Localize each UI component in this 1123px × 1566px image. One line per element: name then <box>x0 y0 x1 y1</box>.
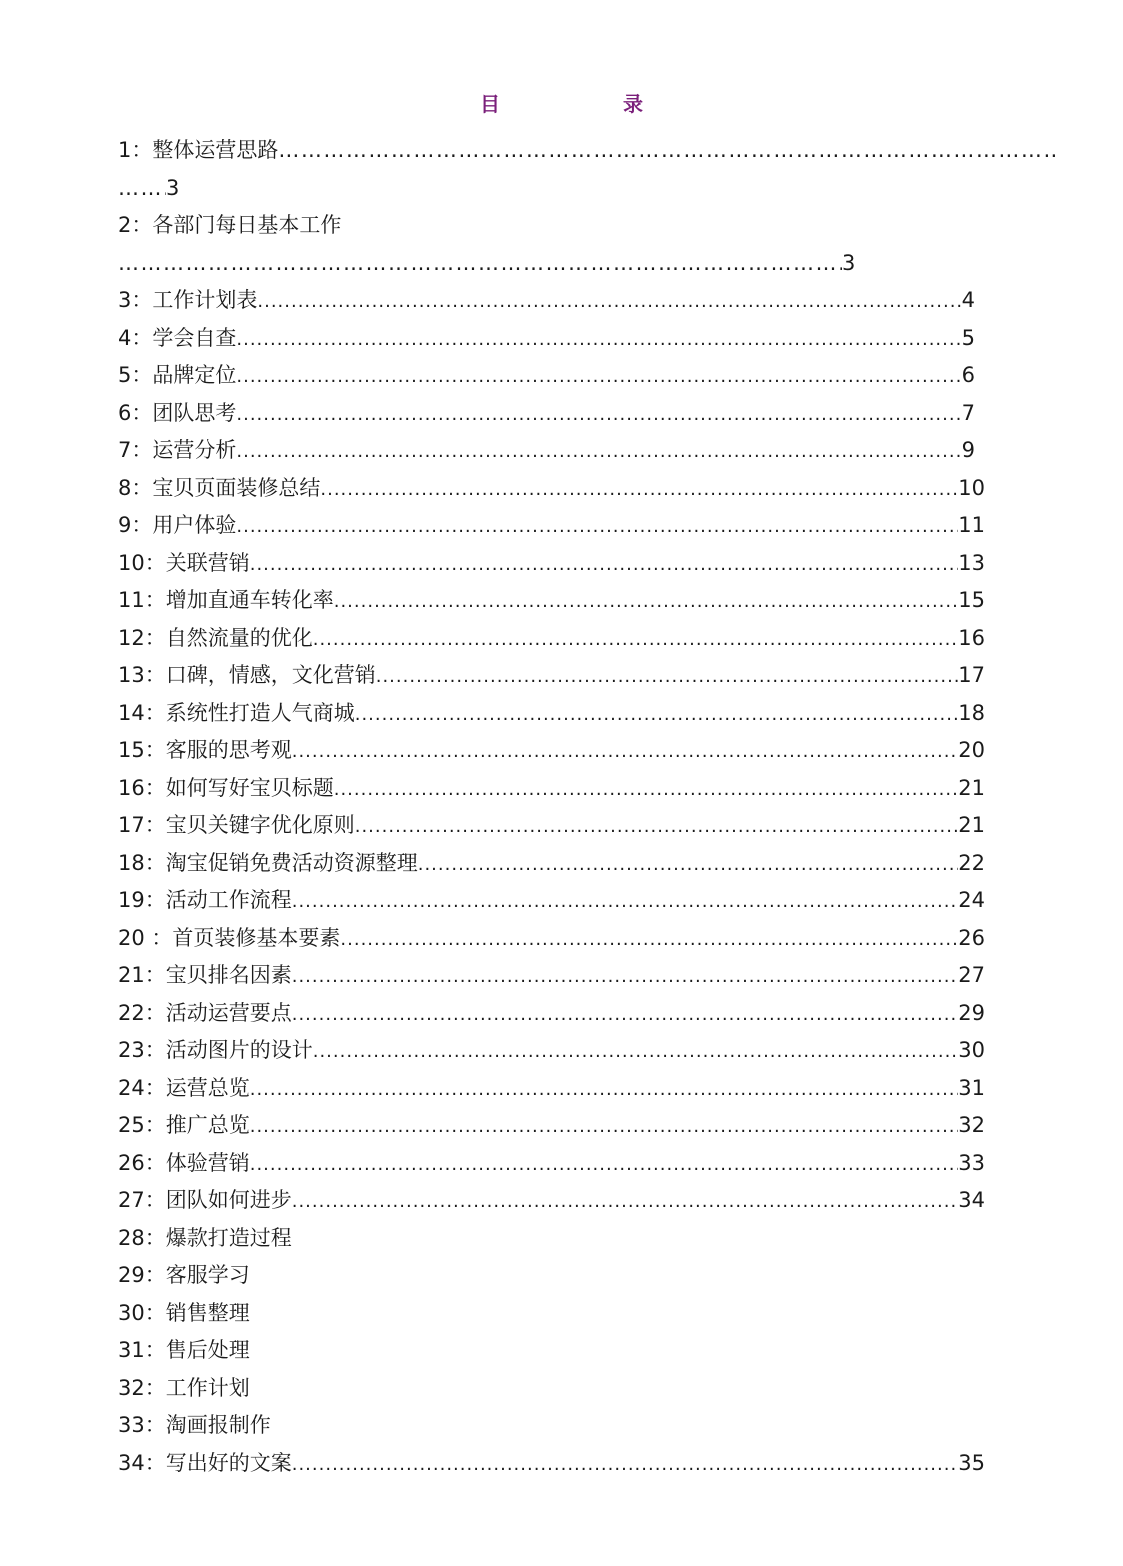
toc-entry-page-number: 7 <box>961 400 975 425</box>
toc-entry[interactable] <box>118 695 985 733</box>
toc-entry[interactable] <box>118 320 975 358</box>
toc-entry-page-number: 27 <box>958 963 985 987</box>
toc-entry-leader <box>292 995 959 1034</box>
toc-entry-page-number: 20 <box>958 738 985 762</box>
toc-entry-leader <box>376 657 959 696</box>
toc-entry-label: 15：客服的思考观 <box>118 738 292 762</box>
toc-entry-leader <box>292 732 959 771</box>
toc-entry-leader <box>292 1445 959 1484</box>
toc-entry[interactable] <box>118 470 985 508</box>
toc-entry[interactable] <box>118 1182 985 1220</box>
toc-entry-page-number: 30 <box>958 1038 985 1062</box>
toc-entry-leader <box>118 170 166 208</box>
toc-entry-leader <box>313 1032 959 1071</box>
toc-entry-leader <box>236 432 961 471</box>
toc-entry[interactable] <box>118 357 975 395</box>
toc-entry-label: 7：运营分析 <box>118 438 237 462</box>
toc-entry-label: 20 ：首页装修基本要素 <box>118 925 341 950</box>
toc-entry-page-number: 3 <box>166 175 180 200</box>
toc-entry-leader <box>250 1070 959 1109</box>
toc-entry-label: 12：自然流量的优化 <box>118 625 313 650</box>
toc-entry[interactable] <box>118 1032 985 1070</box>
toc-entry-leader <box>250 1107 959 1146</box>
toc-entry-label: 3：工作计划表 <box>118 288 258 312</box>
toc-entry-leader <box>418 845 959 884</box>
toc-entry-label: 23：活动图片的设计 <box>118 1038 313 1062</box>
toc-entry-page-number: 31 <box>958 1075 985 1100</box>
toc-entry-label: 25：推广总览 <box>118 1113 250 1137</box>
toc-entry-label: 26：体验营销 <box>118 1150 250 1175</box>
toc-entry-label: 4：学会自查 <box>118 325 237 350</box>
toc-entry[interactable] <box>118 732 985 770</box>
toc-entry-page-number: 21 <box>958 775 985 800</box>
toc-entry-leader <box>355 695 959 734</box>
table-of-contents <box>118 132 1058 1482</box>
toc-entry-leader <box>236 507 958 546</box>
toc-entry-label: 29：客服学习 <box>118 1263 250 1287</box>
toc-entry-page-number: 3 <box>842 250 856 275</box>
toc-entry[interactable] <box>118 995 985 1033</box>
toc-entry[interactable] <box>118 545 985 583</box>
toc-entry-label: 28：爆款打造过程 <box>118 1225 292 1250</box>
toc-entry[interactable] <box>118 620 985 658</box>
toc-entry[interactable] <box>118 657 985 695</box>
toc-entry[interactable] <box>118 1370 1058 1408</box>
toc-entry-label: 2：各部门每日基本工作 <box>118 213 342 237</box>
toc-entry[interactable] <box>118 1332 1058 1370</box>
toc-entry-leader <box>320 470 958 509</box>
toc-entry-leader <box>236 357 961 396</box>
toc-entry-leader <box>313 620 959 659</box>
toc-entry-label: 17：宝贝关键字优化原则 <box>118 813 355 837</box>
toc-entry-page-number: 33 <box>958 1150 985 1175</box>
toc-entry[interactable] <box>118 957 985 995</box>
toc-entry-page-number: 21 <box>958 813 985 837</box>
toc-entry-label: 11：增加直通车转化率 <box>118 588 334 612</box>
toc-entry[interactable] <box>118 1145 985 1183</box>
toc-entry-label: 21：宝贝排名因素 <box>118 963 292 987</box>
toc-entry-page-number: 35 <box>958 1450 985 1475</box>
toc-entry-label: 32：工作计划 <box>118 1375 250 1400</box>
toc-entry[interactable] <box>118 770 985 808</box>
toc-entry[interactable] <box>118 245 1058 283</box>
toc-entry-page-number: 16 <box>958 625 985 650</box>
toc-entry[interactable] <box>118 1445 985 1483</box>
toc-entry-label: 22：活动运营要点 <box>118 1000 292 1025</box>
toc-entry-page-number: 18 <box>958 700 985 725</box>
toc-entry-label: 18：淘宝促销免费活动资源整理 <box>118 850 418 875</box>
toc-title: 目 录 <box>480 92 701 116</box>
toc-entry-leader <box>278 132 1058 170</box>
toc-entry-leader <box>292 957 959 996</box>
toc-entry-page-number: 29 <box>958 1000 985 1025</box>
toc-entry[interactable] <box>118 807 985 845</box>
toc-entry-page-number: 17 <box>958 663 985 687</box>
toc-entry[interactable] <box>118 1295 1058 1333</box>
toc-entry-leader <box>334 582 959 621</box>
toc-entry-leader <box>340 920 958 959</box>
toc-entry[interactable] <box>118 920 985 958</box>
toc-entry[interactable] <box>118 1220 1058 1258</box>
toc-entry[interactable] <box>118 1107 985 1145</box>
toc-entry-page-number: 11 <box>958 513 985 537</box>
toc-entry-leader <box>334 770 959 809</box>
toc-entry[interactable] <box>118 845 985 883</box>
toc-entry-leader <box>236 395 961 434</box>
toc-entry-label: 34：写出好的文案 <box>118 1450 292 1475</box>
toc-entry-label: 33：淘画报制作 <box>118 1413 271 1437</box>
toc-entry-label: 30：销售整理 <box>118 1300 250 1325</box>
toc-entry-label: 19：活动工作流程 <box>118 888 292 912</box>
toc-entry-leader <box>250 1145 959 1184</box>
toc-entry[interactable] <box>118 170 1058 208</box>
toc-entry[interactable] <box>118 882 985 920</box>
toc-entry-page-number: 26 <box>958 925 985 950</box>
toc-entry-label: 13：口碑，情感，文化营销 <box>118 663 376 687</box>
toc-entry-page-number: 5 <box>961 325 975 350</box>
toc-entry-label: 6：团队思考 <box>118 400 237 425</box>
toc-entry-label: 27：团队如何进步 <box>118 1188 292 1212</box>
toc-entry-leader <box>236 320 961 359</box>
toc-entry-page-number: 4 <box>961 288 975 312</box>
toc-entry-label: 10：关联营销 <box>118 550 250 575</box>
toc-entry[interactable] <box>118 1070 985 1108</box>
toc-entry-label: 24：运营总览 <box>118 1075 250 1100</box>
toc-entry-page-number: 6 <box>961 363 975 387</box>
toc-entry-page-number: 9 <box>961 438 975 462</box>
toc-entry-leader <box>118 245 842 283</box>
toc-entry[interactable] <box>118 395 975 433</box>
toc-entry-page-number: 34 <box>958 1188 985 1212</box>
toc-entry[interactable] <box>118 1407 1058 1445</box>
toc-entry-page-number: 10 <box>958 475 985 500</box>
toc-entry-page-number: 15 <box>958 588 985 612</box>
toc-entry[interactable] <box>118 282 975 320</box>
toc-entry-label: 31：售后处理 <box>118 1338 250 1362</box>
toc-entry[interactable] <box>118 582 985 620</box>
toc-entry-page-number: 24 <box>958 888 985 912</box>
toc-entry-label: 8：宝贝页面装修总结 <box>118 475 321 500</box>
toc-entry-label: 9：用户体验 <box>118 513 237 537</box>
toc-entry-label: 5：品牌定位 <box>118 363 237 387</box>
toc-entry-leader <box>257 282 961 321</box>
toc-entry-leader <box>292 882 959 921</box>
toc-entry[interactable] <box>118 1257 1058 1295</box>
toc-entry-label: 16：如何写好宝贝标题 <box>118 775 334 800</box>
toc-entry-leader <box>355 807 959 846</box>
toc-entry-page-number: 13 <box>958 550 985 575</box>
toc-entry-label: 14：系统性打造人气商城 <box>118 700 355 725</box>
toc-entry-leader <box>292 1182 959 1221</box>
toc-entry[interactable] <box>118 507 985 545</box>
toc-entry-page-number: 22 <box>958 850 985 875</box>
toc-entry[interactable] <box>118 432 975 470</box>
toc-entry-page-number: 32 <box>958 1113 985 1137</box>
toc-entry-label: 1：整体运营思路 <box>118 138 279 162</box>
toc-entry-leader <box>250 545 959 584</box>
toc-entry[interactable] <box>118 132 1058 170</box>
toc-entry[interactable] <box>118 207 1058 245</box>
